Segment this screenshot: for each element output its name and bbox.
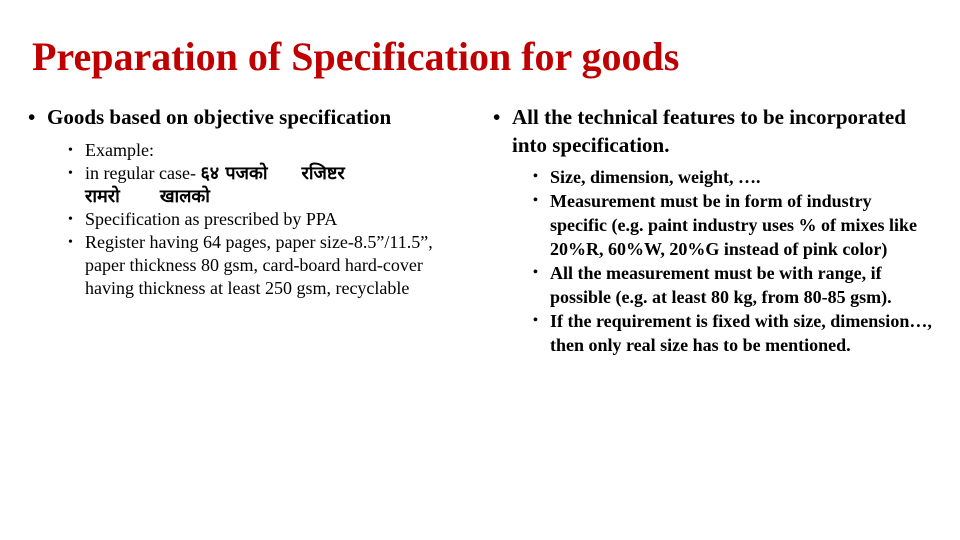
left-heading-bullet — [28, 103, 473, 300]
list-item — [65, 162, 473, 208]
devanagari-text: रामरो — [85, 186, 120, 207]
list-item-text: Measurement must be in form of industry specific (e.g. paint industry uses % of mixes like 20%R, 60%W, 20%G instead of pink color) — [550, 191, 917, 259]
devanagari-text: ६४ पजको — [200, 163, 268, 184]
list-item-text: Specification as prescribed by PPA — [85, 209, 338, 229]
right-heading-bullet — [493, 103, 933, 357]
left-column — [28, 103, 473, 300]
list-item-prefix: in regular case- — [85, 163, 201, 183]
right-subitems — [530, 165, 933, 357]
left-heading: Goods based on objective specification — [47, 105, 392, 129]
right-column — [493, 103, 933, 357]
slide-title: Preparation of Specification for goods — [32, 34, 680, 79]
list-item — [65, 208, 473, 231]
devanagari-text: खालको — [159, 186, 210, 207]
list-item — [530, 189, 933, 261]
list-item — [530, 261, 933, 309]
list-item — [65, 139, 473, 162]
devanagari-text: रजिष्टर — [301, 163, 345, 184]
list-item — [530, 309, 933, 357]
list-item-text: Register having 64 pages, paper size-8.5”/11.5”, paper thickness 80 gsm, card-board hard-cover having thickness at least 250 gsm, recyclable — [85, 232, 433, 298]
list-item-text: All the measurement must be with range, if possible (e.g. at least 80 kg, from 80-85 gsm). — [550, 263, 892, 307]
right-heading: All the technical features to be incorporated into specification. — [512, 105, 906, 157]
list-item-text: Size, dimension, weight, …. — [550, 167, 761, 187]
list-item-text: Example: — [85, 140, 154, 160]
list-item-text: If the requirement is fixed with size, dimension…, then only real size has to be mentioned. — [550, 311, 932, 355]
left-subitems — [65, 139, 473, 300]
list-item — [65, 231, 473, 300]
list-item — [530, 165, 933, 189]
